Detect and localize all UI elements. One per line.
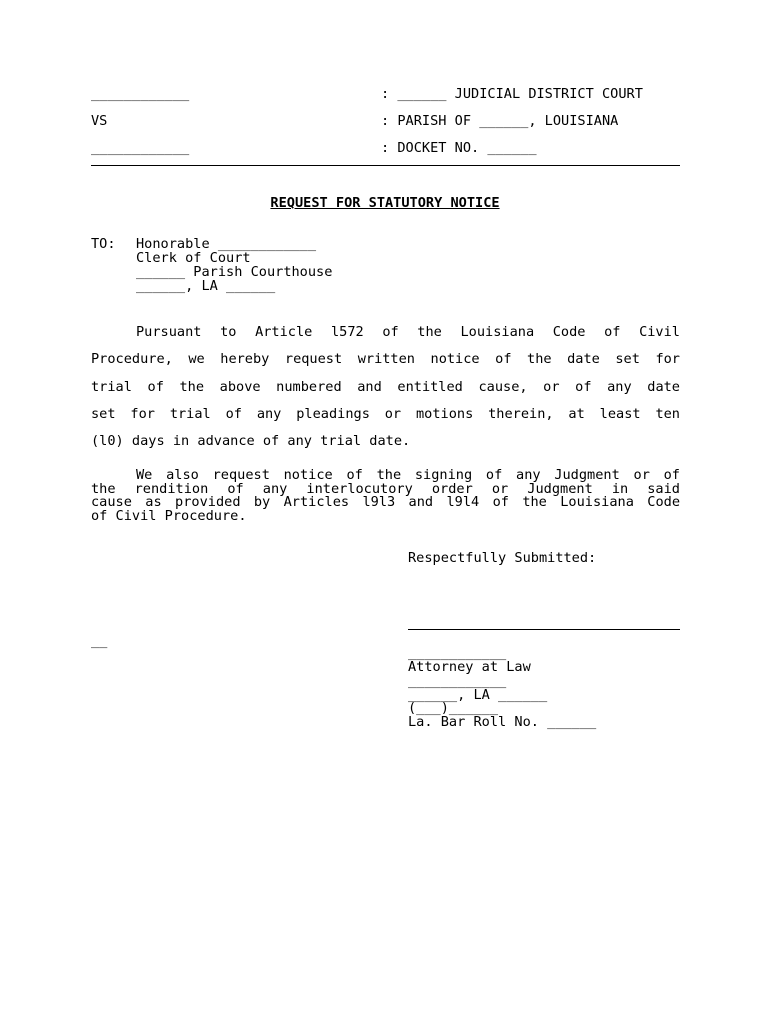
paragraph-judgment-line: We also request notice of the signing of any Judgment or of xyxy=(136,467,680,483)
paragraph-judgment-line: the rendition of any interlocutory order or Judgment in said xyxy=(91,480,680,497)
left-blank-mark: __ xyxy=(91,633,108,649)
signature-name-blank: ____________ xyxy=(408,645,507,661)
signature-bar-roll: La. Bar Roll No. ______ xyxy=(408,714,597,730)
caption-defendant-blank: ____________ xyxy=(91,140,190,156)
caption-docket: : DOCKET NO. ______ xyxy=(381,140,537,156)
paragraph-judgment-line: of Civil Procedure. xyxy=(91,508,247,525)
address-line-city: ______, LA ______ xyxy=(136,278,276,294)
signature-title: Attorney at Law xyxy=(408,659,531,675)
signature-city: ______, LA ______ xyxy=(408,687,548,703)
signature-address-blank: ____________ xyxy=(408,673,507,689)
address-line-honorable: Honorable ____________ xyxy=(136,236,317,252)
closing-respectfully-submitted: Respectfully Submitted: xyxy=(408,550,597,566)
document-title: REQUEST FOR STATUTORY NOTICE xyxy=(270,195,500,211)
signature-line xyxy=(408,629,680,630)
caption-divider xyxy=(91,165,680,166)
paragraph-request-line: set for trial of any pleadings or motions therein, at least ten xyxy=(91,405,680,422)
paragraph-request-line: Pursuant to Article l572 of the Louisiana Code of Civil xyxy=(136,324,680,340)
signature-phone: (___)______ xyxy=(408,700,499,716)
address-line-courthouse: ______ Parish Courthouse xyxy=(136,264,333,280)
caption-court: : ______ JUDICIAL DISTRICT COURT xyxy=(381,86,643,102)
caption-plaintiff-blank: ____________ xyxy=(91,86,190,102)
caption-vs: VS xyxy=(91,113,108,129)
paragraph-judgment-notice xyxy=(91,469,680,524)
paragraph-request-line: (l0) days in advance of any trial date. xyxy=(91,433,411,450)
to-label: TO: xyxy=(91,236,116,252)
paragraph-request-line: Procedure, we hereby request written notice of the date set for xyxy=(91,351,680,368)
paragraph-request xyxy=(91,319,680,455)
paragraph-judgment-line: cause as provided by Articles l9l3 and l9l4 of the Louisiana Code xyxy=(91,494,680,511)
address-line-clerk: Clerk of Court xyxy=(136,250,251,266)
paragraph-request-line: trial of the above numbered and entitled cause, or of any date xyxy=(91,378,680,395)
caption-parish: : PARISH OF ______, LOUISIANA xyxy=(381,113,619,129)
